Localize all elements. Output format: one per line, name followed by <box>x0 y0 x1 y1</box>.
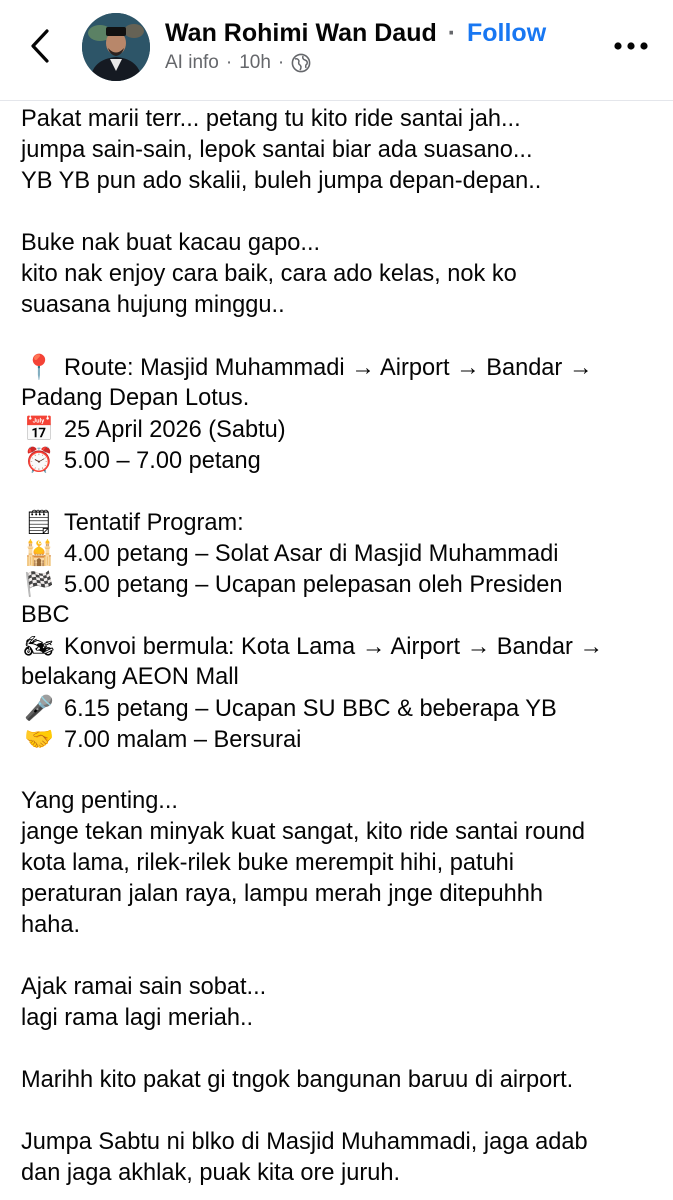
text-line: peraturan jalan raya, lampu merah jnge ditepuhhh <box>21 881 544 907</box>
time-text: 5.00 – 7.00 petang <box>64 448 261 474</box>
more-horizontal-icon <box>613 41 649 51</box>
text-line: kota lama, rilek-rilek buke merempit hihi, patuhi <box>21 850 515 876</box>
program-item <box>21 693 661 724</box>
separator-dot: · <box>447 19 457 47</box>
post-header <box>0 0 673 101</box>
program-heading-text: Tentatif Program: <box>64 510 244 536</box>
program-item-text: 6.15 petang – Ucapan SU BBC & beberapa YB <box>64 696 557 722</box>
text-line: kito nak enjoy cara baik, cara ado kelas, nok ko <box>21 261 517 287</box>
text-line: suasana hujung minggu.. <box>21 292 285 318</box>
blank-line <box>21 197 661 228</box>
motorcycle-icon: 🏍 <box>23 632 55 660</box>
chevron-left-icon <box>29 28 51 64</box>
text-line: YB YB pun ado skalii, buleh jumpa depan-depan.. <box>21 168 542 194</box>
date-line <box>21 414 661 445</box>
author-avatar[interactable] <box>82 13 150 81</box>
checkered-flag-icon: 🏁 <box>24 570 54 598</box>
program-item-text: 4.00 petang – Solat Asar di Masjid Muhammadi <box>64 541 559 567</box>
program-item <box>21 631 661 662</box>
text-line: Pakat marii terr... petang tu kito ride santai jah... <box>21 106 521 132</box>
program-item-continued: BBC <box>21 602 70 628</box>
meta-separator: · <box>277 52 285 73</box>
program-item-text: 7.00 malam – Bersurai <box>64 727 302 753</box>
text-line: lagi rama lagi meriah.. <box>21 1005 254 1031</box>
blank-line <box>21 1034 661 1065</box>
route-line-2: Padang Depan Lotus. <box>21 385 250 411</box>
text-line: jange tekan minyak kuat sangat, kito ride santai round <box>21 819 585 845</box>
blank-line <box>21 941 661 972</box>
follow-button[interactable]: Follow <box>466 19 547 47</box>
route-text: Route: Masjid Muhammadi → Airport → Bandar → <box>64 355 593 381</box>
calendar-icon: 📅 <box>24 415 54 443</box>
meta-separator: · <box>225 52 233 73</box>
author-name[interactable]: Wan Rohimi Wan Daud <box>165 19 437 47</box>
post-text <box>21 104 661 1189</box>
ai-info-link[interactable]: AI info <box>165 52 219 73</box>
program-heading <box>21 507 661 538</box>
blank-line <box>21 476 661 507</box>
blank-line <box>21 755 661 786</box>
avatar-image <box>82 13 150 81</box>
handshake-icon: 🤝 <box>24 725 54 753</box>
blank-line <box>21 1096 661 1127</box>
notepad-icon: 🗒 <box>23 508 55 536</box>
program-item <box>21 538 661 569</box>
microphone-icon: 🎤 <box>24 694 54 722</box>
time-line <box>21 445 661 476</box>
text-line: haha. <box>21 912 81 938</box>
text-line: dan jaga akhlak, puak kita ore juruh. <box>21 1160 401 1186</box>
text-line: jumpa sain-sain, lepok santai biar ada suasano... <box>21 137 533 163</box>
text-line: Buke nak buat kacau gapo... <box>21 230 321 256</box>
route-line <box>21 352 661 383</box>
date-text: 25 April 2026 (Sabtu) <box>64 417 286 443</box>
text-line: Ajak ramai sain sobat... <box>21 974 267 1000</box>
program-item-text: 5.00 petang – Ucapan pelepasan oleh Presiden <box>64 572 563 598</box>
back-button[interactable] <box>22 26 58 66</box>
pin-icon: 📍 <box>24 353 54 381</box>
program-item-continued: belakang AEON Mall <box>21 664 239 690</box>
author-line <box>165 18 546 48</box>
alarm-clock-icon: ⏰ <box>24 446 54 474</box>
more-options-button[interactable] <box>611 32 651 60</box>
text-line: Yang penting... <box>21 788 178 814</box>
program-item <box>21 724 661 755</box>
program-item <box>21 569 661 600</box>
globe-icon <box>291 53 311 73</box>
program-item-text: Konvoi bermula: Kota Lama → Airport → Bandar → <box>64 634 603 660</box>
post-timestamp[interactable]: 10h <box>239 52 271 73</box>
text-line: Jumpa Sabtu ni blko di Masjid Muhammadi, jaga adab <box>21 1129 588 1155</box>
text-line: Marihh kito pakat gi tngok bangunan baruu di airport. <box>21 1067 574 1093</box>
post-meta <box>165 51 311 75</box>
mosque-icon: 🕌 <box>24 539 54 567</box>
blank-line <box>21 321 661 352</box>
